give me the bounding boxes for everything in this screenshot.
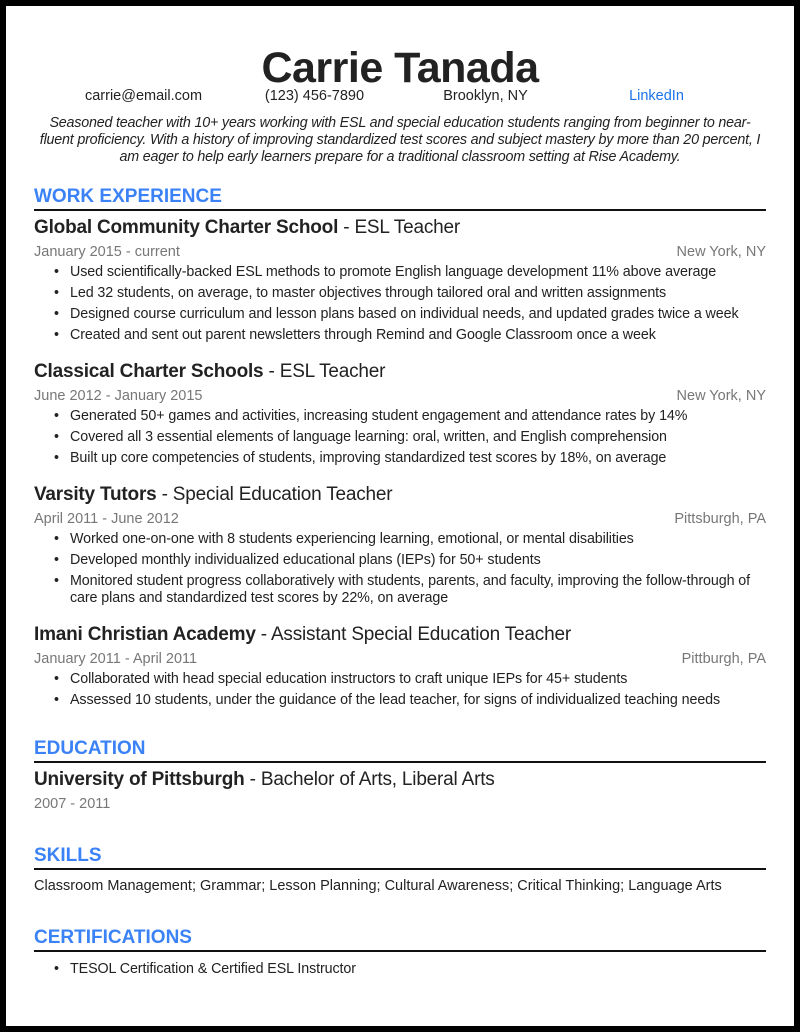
job-dates: April 2011 - June 2012: [34, 511, 179, 527]
job-role: - Assistant Special Education Teacher: [255, 624, 571, 645]
section-heading: CERTIFICATIONS: [34, 926, 766, 952]
certification-item: • TESOL Certification & Certified ESL Instructor: [70, 961, 766, 978]
job-bullet: • Designed course curriculum and lesson plans based on individual needs, and updated grades twice a week: [70, 306, 766, 323]
job-entry: [34, 216, 766, 344]
employer-name: Classical Charter Schools: [34, 361, 264, 382]
section-heading: SKILLS: [34, 844, 766, 870]
education-section: [34, 737, 766, 816]
section-heading: WORK EXPERIENCE: [34, 185, 766, 211]
employer-name: Varsity Tutors: [34, 484, 157, 505]
job-bullet: • Developed monthly individualized educational plans (IEPs) for 50+ students: [70, 552, 766, 569]
job-bullet: • Used scientifically-backed ESL methods to promote English language development 11% above average: [70, 264, 766, 281]
certifications-section: [34, 926, 766, 978]
job-bullet: • Generated 50+ games and activities, increasing student engagement and attendance rates by 14%: [70, 408, 766, 425]
job-dates: January 2015 - current: [34, 244, 180, 260]
resume-page: [6, 6, 794, 1026]
job-bullet: • Monitored student progress collaboratively with students, parents, and faculty, improving the follow-through of care plans and standardized test scores by 22%, on average: [70, 573, 766, 607]
job-bullet: • Covered all 3 essential elements of language learning: oral, written, and English comprehension: [70, 429, 766, 446]
job-location: Pittsburgh, PA: [674, 511, 766, 527]
job-location: Pittburgh, PA: [681, 651, 766, 667]
employer-name: Imani Christian Academy: [34, 624, 256, 645]
job-location: New York, NY: [676, 388, 766, 404]
job-bullet: • Built up core competencies of students, improving standardized test scores by 18%, on average: [70, 450, 766, 467]
job-bullet: • Created and sent out parent newsletters through Remind and Google Classroom once a week: [70, 327, 766, 344]
candidate-name: Carrie Tanada: [261, 44, 539, 92]
linkedin-link[interactable]: LinkedIn: [629, 88, 684, 104]
job-role: - ESL Teacher: [338, 217, 460, 238]
job-bullet: • Collaborated with head special education instructors to craft unique IEPs for 45+ students: [70, 671, 766, 688]
education-dates: 2007 - 2011: [34, 796, 111, 812]
job-entry: [34, 483, 766, 607]
job-dates: January 2011 - April 2011: [34, 651, 198, 667]
job-role: - Special Education Teacher: [156, 484, 393, 505]
skills-section: [34, 844, 766, 898]
degree: - Bachelor of Arts, Liberal Arts: [244, 769, 495, 790]
job-role: - ESL Teacher: [263, 361, 386, 382]
location: Brooklyn, NY: [443, 88, 528, 104]
job-bullet: • Worked one-on-one with 8 students experiencing learning, emotional, or mental disabilities: [70, 531, 766, 548]
phone: (123) 456-7890: [264, 88, 365, 104]
job-bullet: • Led 32 students, on average, to master objectives through tailored oral and written assignments: [70, 285, 766, 302]
employer-name: Global Community Charter School: [34, 217, 339, 238]
email: carrie@email.com: [84, 88, 203, 104]
job-location: New York, NY: [676, 244, 766, 260]
job-entry: [34, 623, 766, 709]
work-experience-section: [34, 185, 766, 709]
summary: Seasoned teacher with 10+ years working with ESL and special education students ranging from beginner to near-fluent proficiency. With a history of improving standardized test scores and subject mastery by more than 20 percent, I am eager to help early learners prepare for a traditional classroom setting at Rise Academy.: [39, 115, 761, 165]
job-entry: [34, 360, 766, 467]
school-name: University of Pittsburgh: [34, 769, 245, 790]
job-bullet: • Assessed 10 students, under the guidance of the lead teacher, for signs of individualized teaching needs: [70, 692, 766, 709]
contact-info: [58, 86, 742, 106]
section-heading: EDUCATION: [34, 737, 766, 763]
skills-list: Classroom Management; Grammar; Lesson Planning; Cultural Awareness; Critical Thinking; Language Arts: [34, 878, 722, 894]
job-dates: June 2012 - January 2015: [34, 388, 203, 404]
